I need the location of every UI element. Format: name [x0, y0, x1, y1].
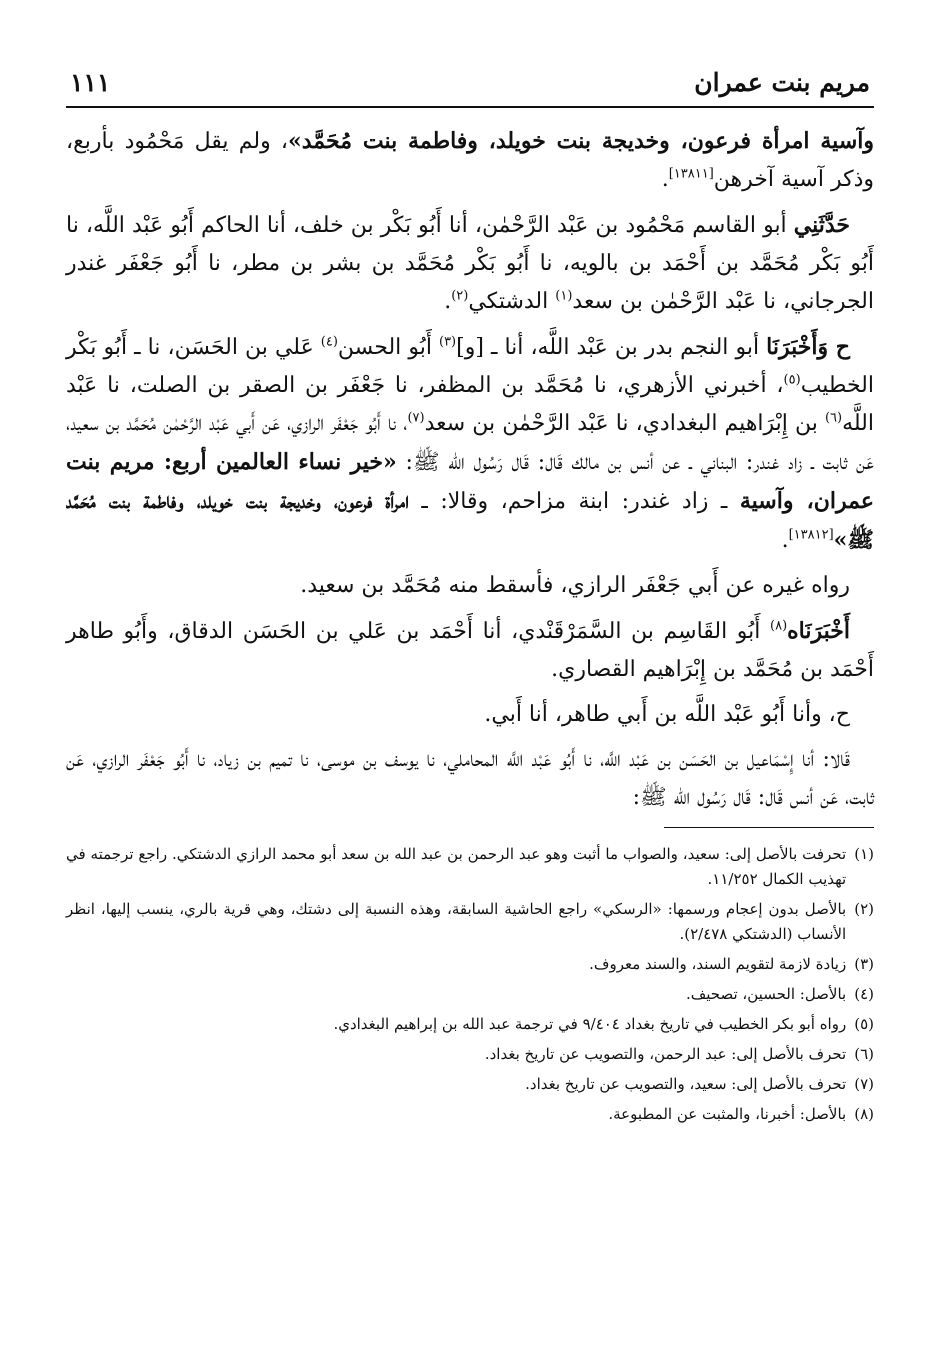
text-run: ح وَأَخْبَرَنَا [766, 334, 850, 360]
footnote-marker: (٤) [320, 334, 338, 350]
paragraph [66, 696, 874, 734]
footnote-number: (٨) [854, 1105, 874, 1123]
paragraph [66, 612, 874, 689]
paragraph [66, 567, 874, 605]
text-run: أَخْبَرَنَاه [787, 618, 850, 644]
running-header [66, 68, 874, 108]
footnote-text: تحرفت بالأصل إلى: سعيد، والصواب ما أثبت وهو عبد الرحمن بن عبد الله بن سعد أبو محمد الرازي الدشتكي. راجع ترجمته في تهذيب الكمال ١١/٢٥٢. [66, 845, 847, 888]
footnote-marker: (٣) [438, 334, 457, 350]
footnote [66, 842, 874, 892]
footnote-number: (٢) [854, 900, 874, 918]
text-run: عَلي بن الحَسَن، نا ـ أَبُو بَكْر الخطيب [66, 335, 874, 398]
footnote [66, 1072, 874, 1097]
footnote-number: (٧) [854, 1075, 874, 1093]
paragraph [66, 122, 874, 199]
footnote-marker: (٥) [783, 372, 801, 388]
text-run: «خير نساء العالمين أربع: مريم بنت عمران، وآسية [66, 449, 874, 514]
footnote-number: (٥) [854, 1015, 874, 1033]
footnote [66, 897, 874, 947]
text-run: قَالا: أنا إِسْمَاعيل بن الحَسَن بن عَبْد اللَّه، نا أَبُو عَبْد اللَّه المحاملي، نا يوسف بن موسى، نا تميم بن زياد، نا أَبُو جَعْفَر الرازي، عَن ثابت، عَن أنس قَال: قَال رَسُول الله ﷺ: [66, 747, 874, 810]
text-run: . [661, 167, 669, 192]
footnote-text: تحرف بالأصل إلى: سعيد، والتصويب عن تاريخ بغداد. [525, 1075, 847, 1093]
footnote [66, 1042, 874, 1067]
footnote [66, 1012, 874, 1037]
footnote-marker: [١٣٨١٢] [788, 527, 834, 543]
book-page [66, 68, 874, 1132]
text-run: بن إِبْرَاهيم البغدادي، نا عَبْد الرَّحْمٰن بن سعد [424, 411, 825, 436]
footnote-number: (٣) [854, 955, 874, 973]
text-run: أبو النجم بدر بن عَبْد اللَّه، أنا ـ [و] [456, 335, 767, 360]
paragraph [66, 741, 874, 817]
footnote-number: (٤) [854, 985, 874, 1003]
text-run: أَبُو القَاسِم بن السَّمَرْقَنْدي، أنا أَحْمَد بن عَلي بن الحَسَن الدقاق، وأَبُو طاهر أَحْمَد بن مُحَمَّد بن إِبْرَاهيم القصاري. [66, 619, 874, 682]
text-run: ح، وأنا أَبُو عَبْد اللَّه بن أَبي طاهر، أنا أَبي. [484, 702, 850, 727]
footnote-text: زيادة لازمة لتقويم السند، والسند معروف. [589, 955, 847, 973]
footnote-number: (١) [854, 845, 874, 863]
paragraph [66, 328, 874, 560]
text-run: وآسية امرأة فرعون، وخديجة بنت خويلد، وفاطمة بنت مُحَمَّد» [287, 128, 874, 154]
footnote-number: (٦) [854, 1045, 874, 1063]
footnote-marker: (٧) [407, 410, 425, 426]
footnote-text: بالأصل: أخبرنا، والمثبت عن المطبوعة. [608, 1105, 847, 1123]
text-run: . [781, 528, 789, 553]
footnote-marker: (١) [555, 288, 573, 304]
text-run: حَدَّثَنِي [793, 212, 850, 238]
footnote [66, 1102, 874, 1127]
footnote-marker: [١٣٨١١] [668, 166, 714, 182]
page-number: ١١١ [70, 68, 111, 97]
footnote [66, 982, 874, 1007]
footnote-text: بالأصل: الحسين، تصحيف. [685, 985, 847, 1003]
footnote-marker: (٢) [451, 288, 469, 304]
footnote-text: بالأصل بدون إعجام ورسمها: «الرسكي» راجع الحاشية السابقة، وهذه النسبة إلى دشتك، وهي قرية بالري، ينسب إليها، انظر الأنساب (الدشتكي ٢/٤٧٨). [66, 900, 847, 943]
text-run: . [444, 289, 452, 314]
main-text [66, 122, 874, 817]
footnote-marker: (٦) [824, 410, 843, 426]
footnotes [66, 842, 874, 1127]
text-run: امرأة فرعون، وخديجة بنت خويلد، وفاطمة بنت مُحَمَّد ﷺ» [66, 488, 874, 553]
chapter-title: مريم بنت عمران [694, 68, 870, 97]
text-run: ، أخبرني الأزهري، نا مُحَمَّد بن المظفر، نا جَعْفَر بن الصقر بن الصلت، نا عَبْد اللَّه [66, 373, 874, 436]
text-run: الدشتكي [468, 289, 556, 314]
text-run: ، نا أَبُو جَعْفَر الرازي، عَن أَبي عَبْد الرَّحْمٰن مُحَمَّد بن سعيد، عَن ثابت ـ زاد غندر: البناني ـ عن أنس بن مالك قَال: قَال رَسُول الله ﷺ: [66, 411, 874, 475]
text-run: أبو القاسم مَحْمُود بن عَبْد الرَّحْمٰن، أنا أَبُو بَكْر بن خلف، أنا الحاكم أَبُو عَبْد اللَّه، نا أَبُو بَكْر مُحَمَّد بن أَحْمَد بن بالويه، نا أَبُو بَكْر مُحَمَّد بن بشر بن مطر، نا أَبُو جَعْفَر غندر الجرجاني، نا عَبْد الرَّحْمٰن بن سعد [66, 213, 874, 314]
footnote [66, 952, 874, 977]
text-run: ، ولم يقل مَحْمُود بأربع، وذكر آسية آخرهن [66, 129, 874, 192]
footnote-marker: (٨) [770, 618, 788, 634]
text-run: ـ زاد غندر: ابنة مزاحم، وقالا: ـ [408, 489, 740, 514]
footnote-text: رواه أبو بكر الخطيب في تاريخ بغداد ٩/٤٠٤ في ترجمة عبد الله بن إبراهيم البغدادي. [333, 1015, 847, 1033]
text-run: أَبُو الحسن [337, 335, 439, 360]
footnote-text: تحرف بالأصل إلى: عبد الرحمن، والتصويب عن تاريخ بغداد. [484, 1045, 847, 1063]
paragraph [66, 206, 874, 321]
footnote-divider [664, 827, 874, 828]
text-run: رواه غيره عن أَبي جَعْفَر الرازي، فأسقط منه مُحَمَّد بن سعيد. [300, 573, 850, 598]
